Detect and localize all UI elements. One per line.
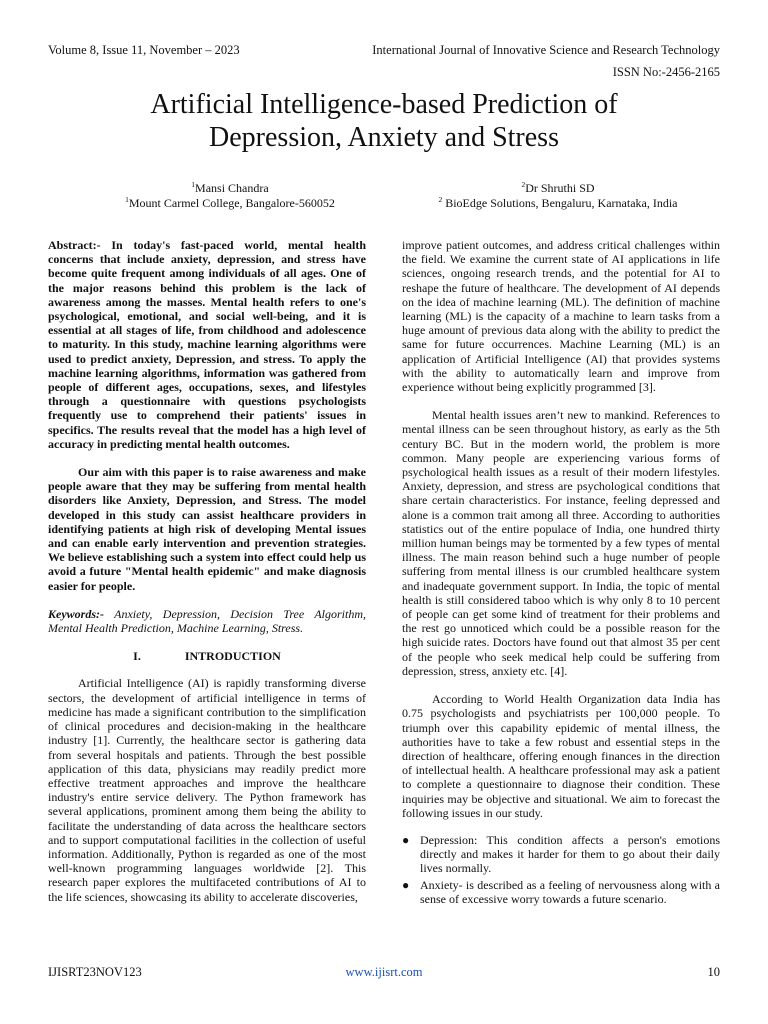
bullet-list bbox=[402, 833, 720, 906]
author-1-name: Mansi Chandra bbox=[195, 181, 269, 195]
volume-info: Volume 8, Issue 11, November – 2023 bbox=[48, 43, 240, 57]
author-2-name: Dr Shruthi SD bbox=[525, 181, 595, 195]
author-2 bbox=[408, 181, 708, 211]
right-paragraph-1: improve patient outcomes, and address critical challenges within the field. We examine the current state of AI applications in life sciences, ongoing research trends, and the potential for AI to reshape the future of healthcare. The development of AI depends on the idea of machine learning (ML). The definition of machine learning (ML) is the capacity of a machine to learn tasks from a huge amount of previous data along with the ability to predict the same for future occurrences. Machine Learning (ML) is an application of Artificial Intelligence (AI) that provides systems with the ability to automatically learn and improve from experience without being explicitly programmed [3]. bbox=[402, 238, 720, 395]
author-1 bbox=[90, 181, 370, 211]
bullet-text: Depression: This condition affects a person's emotions directly and makes it harder for them to go about their daily lives normally. bbox=[420, 832, 720, 876]
author-1-sup: 1 bbox=[191, 180, 196, 189]
issn: ISSN No:-2456-2165 bbox=[612, 65, 720, 79]
abstract bbox=[48, 238, 366, 451]
bullet-item bbox=[402, 833, 720, 876]
title-line-2: Depression, Anxiety and Stress bbox=[209, 122, 559, 153]
left-column bbox=[48, 238, 366, 904]
author-1-affiliation: Mount Carmel College, Bangalore-560052 bbox=[128, 196, 335, 210]
author-2-aff-sup: 2 bbox=[438, 195, 443, 204]
section-title: INTRODUCTION bbox=[184, 649, 281, 664]
journal-url-link[interactable]: www.ijisrt.com bbox=[345, 965, 423, 979]
right-paragraph-2: Mental health issues aren’t new to mankind. References to mental illness can be seen throughout history, as early as the 5th century BC. But in the modern world, the problem is more common. Many people are experiencing various forms of psychological health issues as a result of their modern lifestyles. Anxiety, depression, and stress are psychological conditions that share certain characteristics. For instance, feeling depressed and alone is a common trait among all three. According to authorities statistics out of the entire populace of India, one hundred thirty million human beings may be tormented by a few types of mental illness. The main reason behind such a huge number of people suffering from mental illness is our crumbled healthcare system and inadequate government support. In India, the topic of mental health is still considered taboo which is why only 8 to 10 percent of people can get some kind of treatment for their problems and the rest go unnoticed which could be a possible reason for the high suicide rates. Doctors have found out that almost 35 per cent of the people who seek medical help could be suffering from depression, stress, anxiety etc. [4]. bbox=[402, 408, 720, 678]
keywords bbox=[48, 607, 366, 635]
intro-paragraph: Artificial Intelligence (AI) is rapidly transforming diverse sectors, the development of artificial intelligence in terms of medicine has made a significant contribution to the simplification of clinical procedures and decision-making in the healthcare industry [1]. Currently, the healthcare sector is gathering data from several hospitals and patients. Through the best possible application of this data, physicians may readily predict more effective treatment approaches and improve the healthcare industry's entire service delivery. The Python framework has several applications, prominent among them being the ability to facilitate the understanding of data across the healthcare sectors and to support computational facilities in the collection of useful information. Additionally, Python is regarded as one of the most well-known programming languages worldwide [2]. This research paper explores the multifaceted contributions of AI to the life sciences, showcasing its ability to accelerate discoveries, bbox=[48, 676, 366, 904]
abstract-label: Abstract:- bbox=[48, 238, 101, 252]
author-2-sup: 2 bbox=[521, 180, 526, 189]
paper-code: IJISRT23NOV123 bbox=[48, 965, 142, 979]
right-paragraph-3: According to World Health Organization data India has 0.75 psychologists and psychiatrists per 100,000 people. To triumph over this capability epidemic of mental illness, the authorities have to take a few robust and essential steps in the direction of healthcare, offering enough finances in the direction of intellectual health. A healthcare professional may ask a patient to complete a questionnaire to diagnose their condition. These inquiries may be objective and situational. We aim to forecast the following issues in our study. bbox=[402, 692, 720, 820]
author-2-affiliation: BioEdge Solutions, Bengaluru, Karnataka, India bbox=[442, 196, 678, 210]
author-1-aff-sup: 1 bbox=[125, 195, 129, 204]
title-line-1: Artificial Intelligence-based Prediction of bbox=[150, 89, 618, 120]
paper-title bbox=[60, 88, 708, 154]
abstract-text: In today's fast-paced world, mental health concerns that include anxiety, depression, and stress have become quite frequent among individuals of all ages. One of the major reasons behind this problem is the lack of awareness among the masses. Mental health refers to one's psychological, emotional, and social well-being, and it is essential at all stages of life, from childhood and adolescence to maturity. In this study, machine learning algorithms were used to predict anxiety, Depression, and stress. To apply the machine learning algorithms, information was gathered from people of different ages, occupations, sexes, and lifestyles through a questionnaire with questions psychologists frequently use to comprehend their patients' issues in specifics. The results reveal that the model has a high level of accuracy in predicting mental health outcomes. bbox=[48, 238, 366, 451]
right-column bbox=[402, 238, 720, 908]
bullet-icon: ● bbox=[402, 832, 410, 847]
abstract-aim: Our aim with this paper is to raise awareness and make people aware that they may be suffering from mental health disorders like Anxiety, Depression, and Stress. The model developed in this study can assist healthcare providers in identifying patients at high risk of developing Mental issues and can enable early intervention and prevention strategies. We believe establishing such a system into effect could help us avoid a future "Mental health epidemic" and make diagnosis easier for people. bbox=[48, 465, 366, 593]
bullet-icon: ● bbox=[402, 877, 410, 892]
bullet-item bbox=[402, 878, 720, 906]
keywords-text: Anxiety, Depression, Decision Tree Algorithm, Mental Health Prediction, Machine Learning, Stress. bbox=[48, 606, 366, 636]
section-heading bbox=[48, 649, 366, 663]
section-number: I. bbox=[133, 649, 141, 664]
journal-name: International Journal of Innovative Science and Research Technology bbox=[372, 43, 720, 57]
bullet-text: Anxiety- is described as a feeling of nervousness along with a sense of excessive worry towards a future scenario. bbox=[420, 877, 720, 906]
page-number: 10 bbox=[707, 965, 720, 979]
keywords-label: Keywords:- bbox=[48, 606, 104, 621]
